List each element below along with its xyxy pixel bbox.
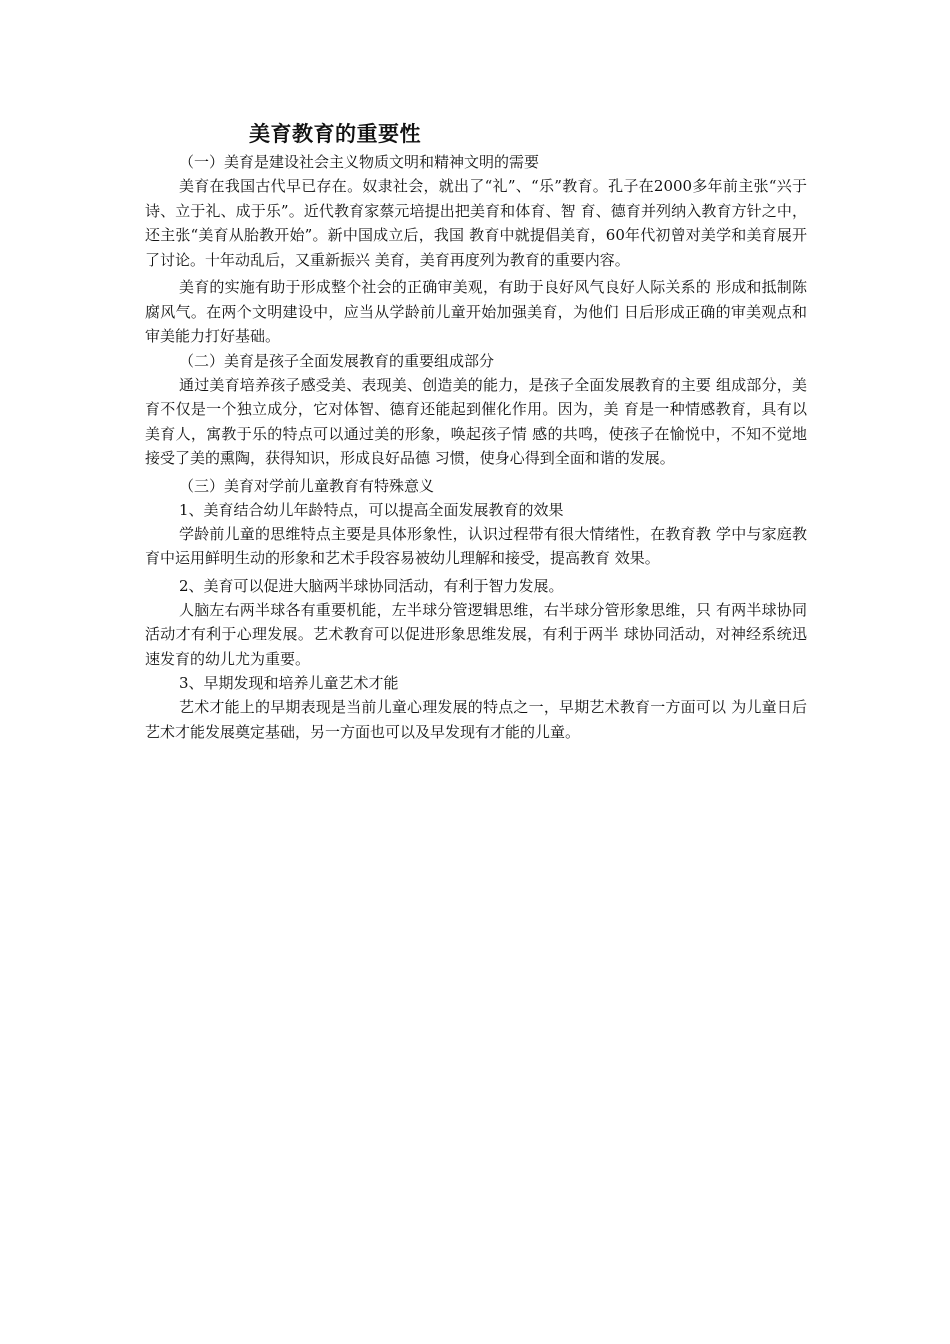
document-title: 美育教育的重要性 bbox=[249, 122, 421, 146]
paragraph: 人脑左右两半球各有重要机能，左半球分管逻辑思维，右半球分管形象思维，只 有两半球协同活动才有利于心理发展。艺术教育可以促进形象思维发展，有利于两半 球协同活动，对神经系统迅速发育的幼儿尤为重要。 bbox=[145, 600, 807, 668]
document-page bbox=[145, 118, 807, 744]
paragraph: 美育的实施有助于形成整个社会的正确审美观，有助于良好风气良好人际关系的 形成和抵制陈腐风气。在两个文明建设中，应当从学龄前儿童开始加强美育，为他们 日后形成正确的审美观点和审美能力打好基础。 bbox=[145, 278, 807, 345]
subsection-heading-1: 1、美育结合幼儿年龄特点，可以提高全面发展教育的效果 bbox=[179, 500, 564, 519]
section-heading-2: （二）美育是孩子全面发展教育的重要组成部分 bbox=[179, 351, 495, 370]
section-heading-1: （一）美育是建设社会主义物质文明和精神文明的需要 bbox=[179, 153, 540, 171]
paragraph: 艺术才能上的早期表现是当前儿童心理发展的特点之一，早期艺术教育一方面可以 为儿童日后艺术才能发展奠定基础，另一方面也可以及早发现有才能的儿童。 bbox=[145, 698, 807, 741]
subsection-heading-3: 3、早期发现和培养儿童艺术才能 bbox=[179, 674, 399, 692]
paragraph: 通过美育培养孩子感受美、表现美、创造美的能力，是孩子全面发展教育的主要 组成部分，美育不仅是一个独立成分，它对体智、德育还能起到催化作用。因为，美 育是一种情感教育，具有以美育人，寓教于乐的特点可以通过美的形象，唤起孩子情 感的共鸣，使孩子在愉悦中，不知不觉地接受了美的熏陶，获得知识，形成良好品德 习惯，使身心得到全面和谐的发展。 bbox=[145, 375, 807, 467]
paragraph: 学龄前儿童的思维特点主要是具体形象性，认识过程带有很大情绪性，在教育教 学中与家庭教育中运用鲜明生动的形象和艺术手段容易被幼儿理解和接受，提高教育 效果。 bbox=[145, 524, 807, 567]
paragraph: 美育在我国古代早已存在。奴隶社会，就出了“礼”、“乐”教育。孔子在2000多年前主张“兴于诗、立于礼、成于乐”。近代教育家蔡元培提出把美育和体育、智 育、德育并列纳入教育方针之中，还主张“美育从胎教开始”。新中国成立后，我国 教育中就提倡美育，60年代初曾对美学和美育展开了讨论。十年动乱后，又重新振兴 美育，美育再度列为教育的重要内容。 bbox=[145, 177, 807, 269]
subsection-heading-2: 2、美育可以促进大脑两半球协同活动，有利于智力发展。 bbox=[179, 576, 564, 595]
section-heading-3: （三）美育对学前儿童教育有特殊意义 bbox=[179, 476, 435, 495]
